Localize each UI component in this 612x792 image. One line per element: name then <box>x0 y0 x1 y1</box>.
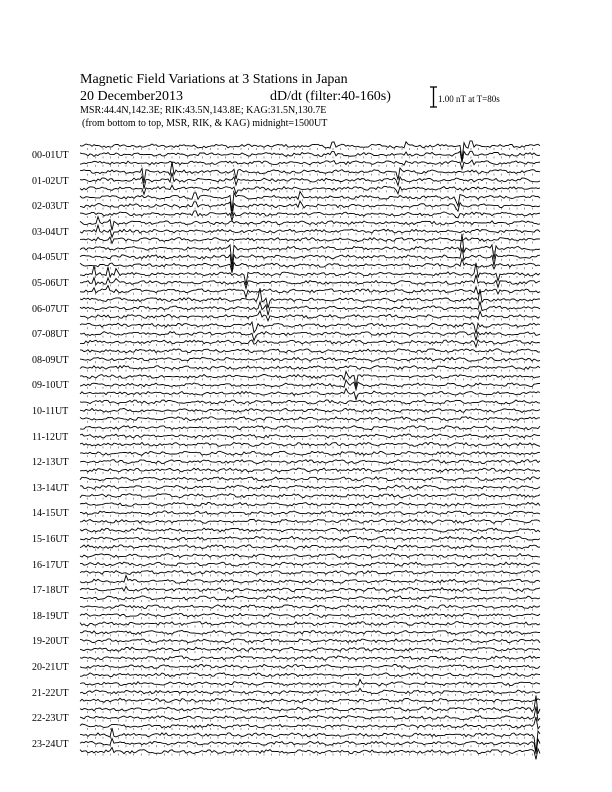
hour-label-18-19UT: 18-19UT <box>32 610 69 622</box>
hour-label-10-11UT: 10-11UT <box>32 406 69 417</box>
trace-21-22UT-RIK <box>80 688 540 694</box>
trace-22-23UT-RIK <box>80 707 540 721</box>
trace-02-03UT-MSR <box>80 211 540 221</box>
trace-23-24UT-KAG <box>80 728 540 752</box>
station-coordinates: MSR:44.4N,142.3E; RIK:43.5N,143.8E; KAG:31.5N,130.7E <box>80 105 327 116</box>
trace-15-16UT-MSR <box>80 545 540 549</box>
trace-19-20UT-MSR <box>80 647 540 651</box>
hour-label-20-21UT: 20-21UT <box>32 662 69 673</box>
hour-label-08-09UT: 08-09UT <box>32 354 69 366</box>
hour-label-00-01UT: 00-01UT <box>32 150 69 161</box>
trace-11-12UT-MSR <box>80 442 540 446</box>
trace-21-22UT-KAG <box>80 679 540 685</box>
chart-title: Magnetic Field Variations at 3 Stations in Japan <box>80 72 348 87</box>
hour-label-15-16UT: 15-16UT <box>32 534 69 545</box>
hour-label-09-10UT: 09-10UT <box>32 380 69 392</box>
trace-12-13UT-KAG <box>80 451 540 455</box>
trace-10-11UT-RIK <box>80 408 540 412</box>
trace-15-16UT-KAG <box>80 528 540 532</box>
trace-03-04UT-RIK <box>80 225 540 237</box>
trace-00-01UT-MSR <box>80 160 540 169</box>
hour-label-16-17UT: 16-17UT <box>32 559 69 571</box>
trace-04-05UT-MSR <box>80 259 540 273</box>
trace-22-23UT-KAG <box>80 695 540 713</box>
hour-label-23-24UT: 23-24UT <box>32 738 69 750</box>
hour-label-02-03UT: 02-03UT <box>32 201 69 213</box>
trace-20-21UT-RIK <box>80 664 540 668</box>
trace-22-23UT-MSR <box>80 717 540 729</box>
trace-19-20UT-KAG <box>80 630 540 634</box>
hour-label-21-22UT: 21-22UT <box>32 687 69 699</box>
trace-15-16UT-RIK <box>80 536 540 540</box>
trace-21-22UT-MSR <box>80 698 540 702</box>
hour-label-06-07UT: 06-07UT <box>32 303 69 315</box>
hour-label-03-04UT: 03-04UT <box>32 226 69 238</box>
trace-08-09UT-MSR <box>80 366 540 370</box>
trace-23-24UT-MSR <box>80 748 540 760</box>
hour-label-12-13UT: 12-13UT <box>32 457 69 469</box>
trace-16-17UT-RIK <box>80 562 540 566</box>
hour-label-17-18UT: 17-18UT <box>32 585 69 597</box>
hour-label-05-06UT: 05-06UT <box>32 278 69 289</box>
trace-12-13UT-RIK <box>80 460 540 464</box>
trace-17-18UT-KAG <box>80 576 540 584</box>
trace-10-11UT-KAG <box>80 400 540 404</box>
hour-label-07-08UT: 07-08UT <box>32 329 69 341</box>
hour-label-01-02UT: 01-02UT <box>32 175 69 187</box>
trace-09-10UT-MSR <box>80 389 540 400</box>
hour-label-04-05UT: 04-05UT <box>32 252 69 264</box>
hour-label-22-23UT: 22-23UT <box>32 713 69 725</box>
trace-12-13UT-MSR <box>80 468 540 472</box>
trace-13-14UT-RIK <box>80 485 540 489</box>
trace-16-17UT-MSR <box>80 571 540 575</box>
trace-19-20UT-RIK <box>80 639 540 643</box>
hour-label-14-15UT: 14-15UT <box>32 508 69 520</box>
trace-16-17UT-KAG <box>80 554 540 558</box>
hour-label-19-20UT: 19-20UT <box>32 636 69 648</box>
trace-10-11UT-MSR <box>80 417 540 421</box>
trace-05-06UT-MSR <box>80 286 540 298</box>
hour-label-11-12UT: 11-12UT <box>32 431 69 443</box>
scale-label: 1.00 nT at T=80s <box>438 94 500 104</box>
trace-14-15UT-MSR <box>80 519 540 523</box>
trace-17-18UT-RIK <box>80 587 540 592</box>
trace-01-02UT-MSR <box>80 185 540 194</box>
trace-08-09UT-RIK <box>80 357 540 361</box>
trace-18-19UT-RIK <box>80 613 540 617</box>
trace-14-15UT-RIK <box>80 511 540 515</box>
station-order-note: (from bottom to top, MSR, RIK, & KAG) midnight=1500UT <box>82 118 328 129</box>
trace-18-19UT-MSR <box>80 622 540 626</box>
trace-18-19UT-KAG <box>80 605 540 609</box>
trace-13-14UT-KAG <box>80 477 540 481</box>
trace-03-04UT-KAG <box>80 217 540 231</box>
chart-date: 20 December2013 <box>80 89 184 104</box>
trace-20-21UT-MSR <box>80 673 540 677</box>
trace-20-21UT-KAG <box>80 656 540 660</box>
trace-11-12UT-RIK <box>80 434 540 438</box>
trace-08-09UT-KAG <box>80 349 540 353</box>
trace-17-18UT-MSR <box>80 596 540 600</box>
chart-filter: dD/dt (filter:40-160s) <box>270 89 391 104</box>
hour-label-13-14UT: 13-14UT <box>32 482 69 494</box>
trace-13-14UT-MSR <box>80 494 540 498</box>
trace-11-12UT-KAG <box>80 426 540 430</box>
trace-14-15UT-KAG <box>80 502 540 506</box>
